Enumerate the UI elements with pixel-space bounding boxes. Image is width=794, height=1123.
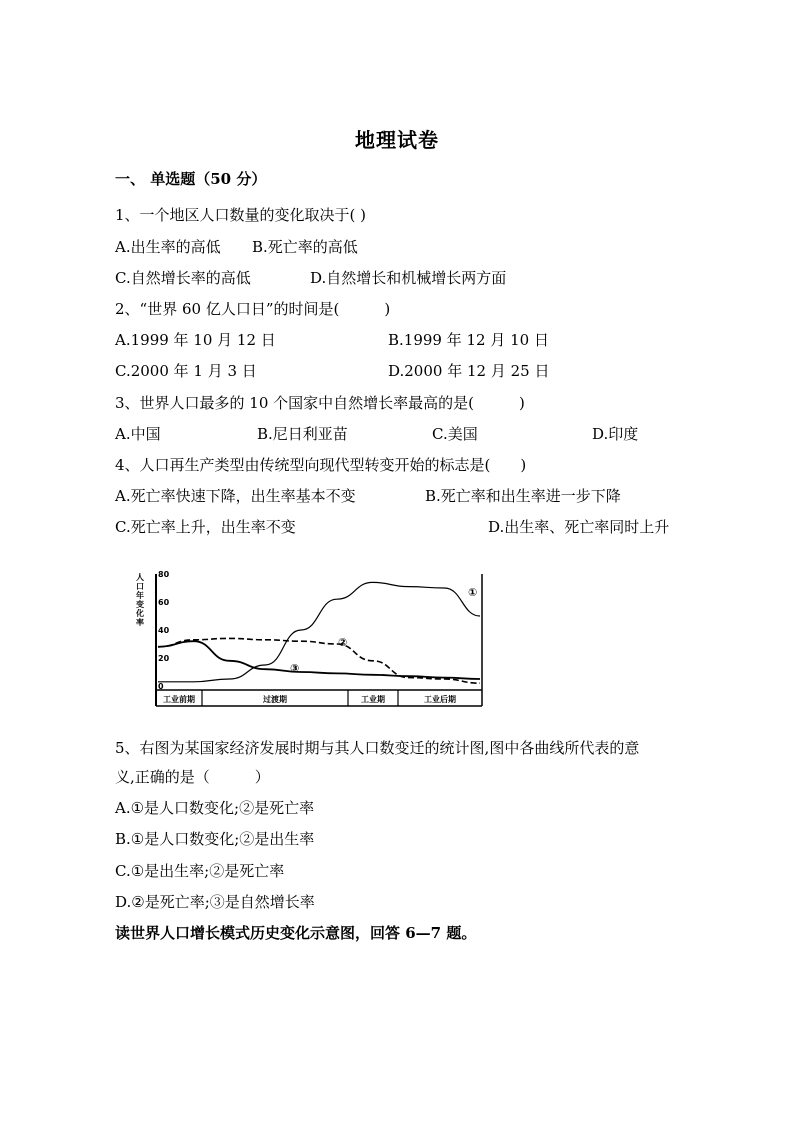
question-1-option-b: B.死亡率的高低 xyxy=(252,238,358,256)
series-label: ② xyxy=(338,636,348,649)
question-3-option-d: D.印度 xyxy=(592,425,639,443)
section-heading: 一、 单选题（50 分） xyxy=(115,170,267,188)
y-label-char: 年 xyxy=(136,591,144,600)
y-tick-label: 40 xyxy=(158,626,170,635)
question-5-option-d: D.②是死亡率;③是自然增长率 xyxy=(115,893,315,911)
question-3-option-c: C.美国 xyxy=(432,425,478,443)
y-label-char: 人 xyxy=(136,573,144,582)
question-3-stem: 3、世界人口最多的 10 个国家中自然增长率最高的是( ) xyxy=(115,394,525,412)
chart-y-label xyxy=(135,572,144,627)
question-4-option-d: D.出生率、死亡率同时上升 xyxy=(488,518,670,536)
series-label: ③ xyxy=(290,662,300,675)
question-5-option-b: B.①是人口数变化;②是出生率 xyxy=(115,830,315,848)
series-line-3 xyxy=(158,641,480,679)
stage-label: 工业期 xyxy=(361,695,385,704)
chart-y-ticks xyxy=(158,570,170,691)
population-chart xyxy=(128,566,488,712)
question-2-option-b: B.1999 年 12 月 10 日 xyxy=(388,331,549,349)
question-1-option-a: A.出生率的高低 xyxy=(115,238,221,256)
question-2-option-a: A.1999 年 10 月 12 日 xyxy=(115,331,276,349)
y-label-char: 变 xyxy=(136,600,144,609)
y-tick-label: 80 xyxy=(158,570,170,579)
question-3-option-a: A.中国 xyxy=(115,425,161,443)
y-label-char: 口 xyxy=(136,582,144,591)
page-title: 地理试卷 xyxy=(355,128,439,152)
question-1-option-d: D.自然增长和机械增长两方面 xyxy=(310,269,507,287)
question-4-stem: 4、人口再生产类型由传统型向现代型转变开始的标志是( ) xyxy=(115,456,527,474)
stage-label: 工业后期 xyxy=(424,695,456,704)
question-5-stem-line1: 5、右图为某国家经济发展时期与其人口数变迁的统计图,图中各曲线所代表的意 xyxy=(115,739,640,757)
question-5-stem-line2: 义,正确的是（ ） xyxy=(115,768,270,786)
stage-label: 工业前期 xyxy=(163,695,195,704)
question-4-option-a: A.死亡率快速下降，出生率基本不变 xyxy=(115,487,356,505)
question-1-option-c: C.自然增长率的高低 xyxy=(115,269,251,287)
series-label: ① xyxy=(468,586,478,599)
question-5-option-c: C.①是出生率;②是死亡率 xyxy=(115,862,285,880)
y-tick-label: 0 xyxy=(158,682,164,691)
y-label-char: 率 xyxy=(136,618,144,627)
question-3-option-b: B.尼日利亚苗 xyxy=(257,425,348,443)
chart-series xyxy=(158,582,480,683)
question-2-option-c: C.2000 年 1 月 3 日 xyxy=(115,362,257,380)
y-label-char: 化 xyxy=(136,609,144,618)
question-2-stem: 2、“世界 60 亿人口日”的时间是( ) xyxy=(115,300,391,318)
stage-label: 过渡期 xyxy=(263,695,287,704)
instruction-text: 读世界人口增长模式历史变化示意图，回答 6—7 题。 xyxy=(115,924,477,942)
question-4-option-b: B.死亡率和出生率进一步下降 xyxy=(425,487,621,505)
y-tick-label: 60 xyxy=(158,598,170,607)
question-2-option-d: D.2000 年 12 月 25 日 xyxy=(388,362,550,380)
question-5-option-a: A.①是人口数变化;②是死亡率 xyxy=(115,799,315,817)
series-line-1 xyxy=(158,582,480,681)
chart-stage-bar xyxy=(156,690,482,706)
question-4-option-c: C.死亡率上升，出生率不变 xyxy=(115,518,296,536)
y-tick-label: 20 xyxy=(158,654,170,663)
question-1-stem: 1、一个地区人口数量的变化取决于( ) xyxy=(115,206,367,224)
